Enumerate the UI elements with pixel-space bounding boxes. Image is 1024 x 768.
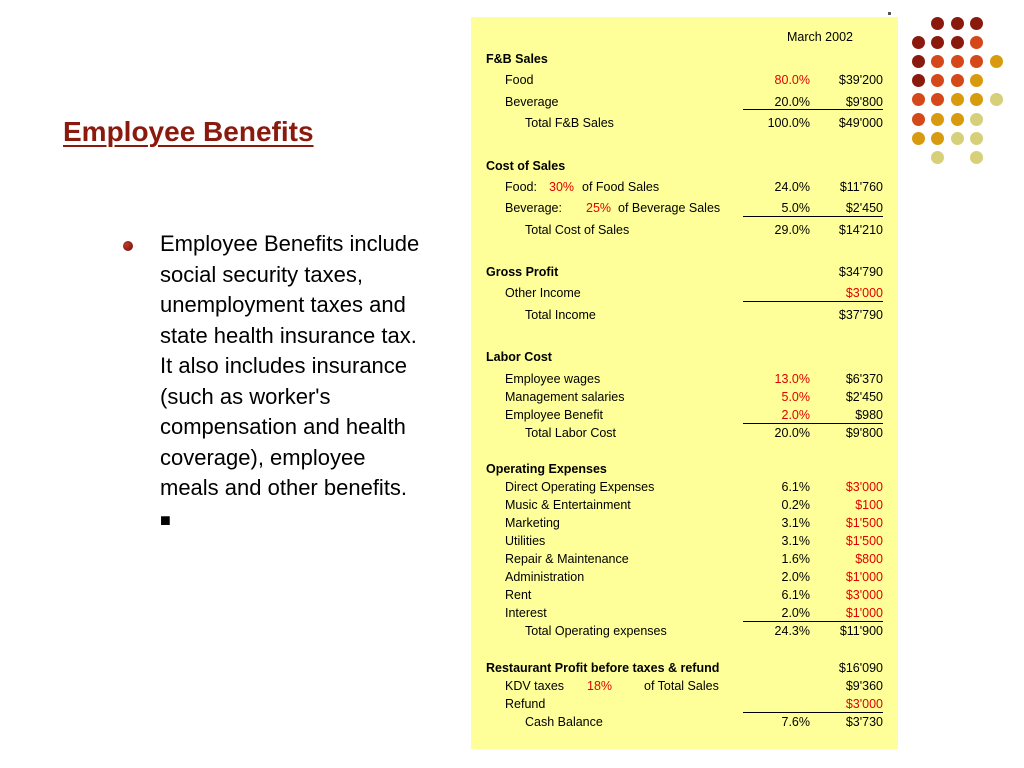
subtotal-underline bbox=[743, 712, 883, 713]
row-pct: 7.6% bbox=[781, 715, 810, 729]
row-amt: $6'370 bbox=[845, 372, 883, 386]
decorative-dot bbox=[970, 113, 983, 126]
decorative-dot bbox=[931, 151, 944, 164]
row-amt: $3'730 bbox=[845, 715, 883, 729]
decorative-dot bbox=[951, 93, 964, 106]
row-pct: 20.0% bbox=[774, 426, 810, 440]
bullet-body: Employee Benefits include social security taxes, unemployment taxes and state health insurance tax. It also includes insurance (such as worker's compensation and health coverage), employee meals and other benefits. bbox=[160, 231, 420, 500]
row-label: Total Income bbox=[525, 308, 596, 322]
section-header bbox=[471, 461, 898, 479]
decorative-dot bbox=[970, 17, 983, 30]
row-pct: 2.0% bbox=[781, 606, 810, 620]
subtotal-underline bbox=[743, 109, 883, 110]
table-row bbox=[471, 179, 898, 197]
row-pct: 3.1% bbox=[781, 534, 810, 548]
subtotal-underline bbox=[743, 423, 883, 424]
row-pct: 1.6% bbox=[781, 552, 810, 566]
total-row bbox=[471, 714, 898, 732]
decorative-dot bbox=[912, 113, 925, 126]
table-row bbox=[471, 515, 898, 533]
subtotal-underline bbox=[743, 621, 883, 622]
row-pct: 13.0% bbox=[774, 372, 810, 386]
row-amt: $1'000 bbox=[845, 570, 883, 584]
row-label: Management salaries bbox=[505, 390, 625, 404]
income-statement-sheet bbox=[471, 17, 898, 749]
decorative-dot bbox=[951, 74, 964, 87]
row-label: Total Labor Cost bbox=[525, 426, 617, 440]
decorative-dot bbox=[970, 132, 983, 145]
decorative-dot bbox=[951, 17, 964, 30]
decorative-dot bbox=[912, 93, 925, 106]
row-label: Marketing bbox=[505, 516, 560, 530]
total-row bbox=[471, 222, 898, 240]
decorative-dot bbox=[931, 113, 944, 126]
row-label: Total Cost of Sales bbox=[525, 223, 630, 237]
cost-of-sales-header: Cost of Sales bbox=[486, 159, 566, 173]
decorative-dot bbox=[951, 55, 964, 68]
decorative-dot bbox=[970, 74, 983, 87]
section-header bbox=[471, 51, 898, 69]
row-amt: $3'000 bbox=[845, 480, 883, 494]
gross-profit-header: Gross Profit bbox=[486, 265, 559, 279]
end-square-icon: ■ bbox=[160, 509, 171, 530]
row-amt: $37'790 bbox=[838, 308, 883, 322]
decorative-dot bbox=[912, 36, 925, 49]
row-pct: 0.2% bbox=[781, 498, 810, 512]
row-label: Beverage: bbox=[505, 201, 562, 215]
total-row bbox=[471, 307, 898, 325]
row-label: Food bbox=[505, 73, 534, 87]
operating-expenses-header: Operating Expenses bbox=[486, 462, 607, 476]
row-amt: $49'000 bbox=[838, 116, 883, 130]
row-pct: 5.0% bbox=[781, 390, 810, 404]
section-header bbox=[471, 349, 898, 367]
period-header-row bbox=[471, 29, 898, 47]
row-pct: 6.1% bbox=[781, 480, 810, 494]
row-amt: $800 bbox=[855, 552, 883, 566]
row-desc: of Beverage Sales bbox=[618, 201, 721, 215]
table-row bbox=[471, 371, 898, 389]
labor-cost-header: Labor Cost bbox=[486, 350, 552, 364]
decorative-dot bbox=[990, 55, 1003, 68]
subtotal-underline bbox=[743, 216, 883, 217]
row-label: Beverage bbox=[505, 95, 559, 109]
row-amt: $39'200 bbox=[838, 73, 883, 87]
row-pct: 24.3% bbox=[774, 624, 810, 638]
row-amt: $3'000 bbox=[845, 697, 883, 711]
bullet-text bbox=[160, 229, 422, 535]
total-row bbox=[471, 425, 898, 443]
row-label: Food: bbox=[505, 180, 537, 194]
table-row bbox=[471, 479, 898, 497]
row-rate: 18% bbox=[587, 679, 613, 693]
decorative-dot bbox=[931, 74, 944, 87]
table-row bbox=[471, 497, 898, 515]
decorative-dot bbox=[951, 113, 964, 126]
row-pct: 20.0% bbox=[774, 95, 810, 109]
row-pct: 3.1% bbox=[781, 516, 810, 530]
decorative-dot bbox=[931, 132, 944, 145]
row-label: Employee Benefit bbox=[505, 408, 603, 422]
profit-header: Restaurant Profit before taxes & refund bbox=[486, 661, 720, 675]
row-pct: 2.0% bbox=[781, 570, 810, 584]
row-amt: $100 bbox=[855, 498, 883, 512]
decorative-dot bbox=[931, 36, 944, 49]
row-desc: of Food Sales bbox=[582, 180, 660, 194]
row-label: Cash Balance bbox=[525, 715, 603, 729]
row-amt: $9'800 bbox=[845, 95, 883, 109]
subtotal-underline bbox=[743, 301, 883, 302]
row-amt: $9'360 bbox=[845, 679, 883, 693]
row-amt: $2'450 bbox=[845, 201, 883, 215]
row-amt: $1'000 bbox=[845, 606, 883, 620]
row-label: KDV taxes bbox=[505, 679, 565, 693]
table-row bbox=[471, 389, 898, 407]
table-row bbox=[471, 678, 898, 696]
decorative-dot bbox=[931, 17, 944, 30]
row-amt: $3'000 bbox=[845, 286, 883, 300]
row-amt: $1'500 bbox=[845, 534, 883, 548]
table-row bbox=[471, 72, 898, 90]
row-label: Other Income bbox=[505, 286, 581, 300]
corner-mark bbox=[888, 12, 891, 15]
row-amt: $14'210 bbox=[838, 223, 883, 237]
row-amt: $16'090 bbox=[838, 661, 883, 675]
row-label: Employee wages bbox=[505, 372, 601, 386]
row-label: Music & Entertainment bbox=[505, 498, 631, 512]
row-amt: $11'760 bbox=[839, 180, 883, 194]
decorative-dot bbox=[970, 55, 983, 68]
row-rate: 30% bbox=[549, 180, 575, 194]
fb-sales-header: F&B Sales bbox=[486, 52, 548, 66]
row-pct: 29.0% bbox=[774, 223, 810, 237]
total-row bbox=[471, 115, 898, 133]
period-label: March 2002 bbox=[786, 30, 853, 44]
section-header bbox=[471, 264, 898, 282]
row-label: Refund bbox=[505, 697, 546, 711]
decorative-dot bbox=[912, 74, 925, 87]
table-row bbox=[471, 587, 898, 605]
row-amt: $980 bbox=[855, 408, 883, 422]
row-amt: $9'800 bbox=[845, 426, 883, 440]
row-amt: $34'790 bbox=[838, 265, 883, 279]
decorative-dot bbox=[970, 151, 983, 164]
row-amt: $3'000 bbox=[845, 588, 883, 602]
decorative-dot bbox=[951, 132, 964, 145]
row-amt: $2'450 bbox=[845, 390, 883, 404]
row-label: Administration bbox=[505, 570, 585, 584]
slide-title: Employee Benefits bbox=[63, 116, 314, 147]
row-label: Direct Operating Expenses bbox=[505, 480, 655, 494]
decorative-dot bbox=[931, 93, 944, 106]
decorative-dot bbox=[912, 55, 925, 68]
table-row bbox=[471, 533, 898, 551]
row-pct: 5.0% bbox=[781, 201, 810, 215]
row-pct: 6.1% bbox=[781, 588, 810, 602]
decorative-dot bbox=[970, 93, 983, 106]
decorative-dot bbox=[912, 132, 925, 145]
row-rate: 25% bbox=[586, 201, 612, 215]
row-pct: 2.0% bbox=[781, 408, 810, 422]
section-header bbox=[471, 660, 898, 678]
table-row bbox=[471, 569, 898, 587]
decorative-dot bbox=[951, 36, 964, 49]
decorative-dot bbox=[970, 36, 983, 49]
row-desc: of Total Sales bbox=[644, 679, 719, 693]
row-pct: 100.0% bbox=[767, 116, 810, 130]
section-header bbox=[471, 158, 898, 176]
row-pct: 80.0% bbox=[774, 73, 810, 87]
decorative-dot bbox=[931, 55, 944, 68]
row-label: Total F&B Sales bbox=[525, 116, 614, 130]
row-label: Repair & Maintenance bbox=[505, 552, 629, 566]
table-row bbox=[471, 551, 898, 569]
bullet-icon bbox=[123, 241, 133, 251]
row-pct: 24.0% bbox=[774, 180, 810, 194]
row-label: Total Operating expenses bbox=[525, 624, 667, 638]
row-label: Interest bbox=[505, 606, 547, 620]
row-label: Rent bbox=[505, 588, 532, 602]
total-row bbox=[471, 623, 898, 641]
decorative-dot bbox=[990, 93, 1003, 106]
row-amt: $1'500 bbox=[845, 516, 883, 530]
row-label: Utilities bbox=[505, 534, 546, 548]
row-amt: $11'900 bbox=[839, 624, 883, 638]
